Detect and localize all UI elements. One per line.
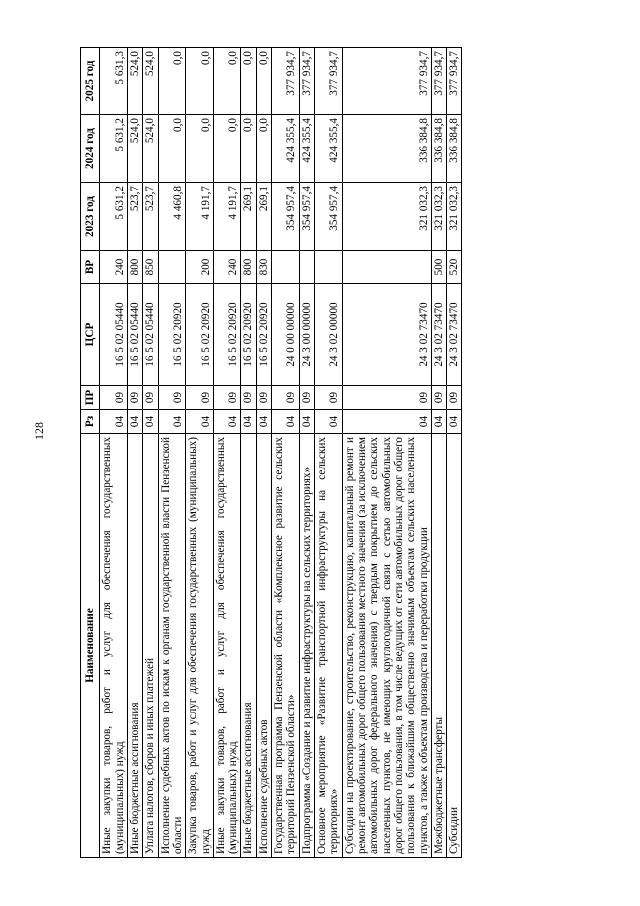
cell-y2025: 377 934,7 bbox=[272, 48, 300, 115]
table-row bbox=[256, 48, 271, 858]
cell-y2024: 524,0 bbox=[127, 115, 142, 183]
cell-rz: 04 bbox=[256, 410, 271, 434]
cell-vr: 830 bbox=[256, 251, 271, 284]
table-row bbox=[315, 48, 343, 858]
header-2023: 2023 год bbox=[81, 183, 100, 251]
cell-y2025: 377 934,7 bbox=[342, 48, 431, 115]
table-row bbox=[447, 48, 462, 858]
cell-pr: 09 bbox=[342, 386, 431, 410]
cell-vr: 200 bbox=[186, 251, 214, 284]
cell-pr: 09 bbox=[256, 386, 271, 410]
cell-y2023: 5 631,2 bbox=[100, 183, 128, 251]
cell-vr bbox=[299, 251, 314, 284]
cell-y2024: 0,0 bbox=[158, 115, 186, 183]
cell-y2025: 0,0 bbox=[158, 48, 186, 115]
cell-vr: 240 bbox=[213, 251, 241, 284]
cell-name: Закупка товаров, работ и услуг для обеспечения государственных (муниципальных) нужд bbox=[186, 434, 214, 858]
cell-rz: 04 bbox=[158, 410, 186, 434]
cell-pr: 09 bbox=[213, 386, 241, 410]
table-row bbox=[186, 48, 214, 858]
table-row bbox=[127, 48, 142, 858]
cell-name: Иные закупки товаров, работ и услуг для обеспечения государственных (муниципальных) нужд bbox=[100, 434, 128, 858]
cell-y2025: 0,0 bbox=[256, 48, 271, 115]
cell-csr: 24 3 00 00000 bbox=[299, 284, 314, 386]
cell-y2025: 0,0 bbox=[186, 48, 214, 115]
cell-y2023: 354 957,4 bbox=[272, 183, 300, 251]
cell-y2025: 0,0 bbox=[213, 48, 241, 115]
header-rz: Рз bbox=[81, 410, 100, 434]
cell-y2023: 321 032,3 bbox=[431, 183, 446, 251]
cell-y2024: 336 384,8 bbox=[447, 115, 462, 183]
header-pr: ПР bbox=[81, 386, 100, 410]
cell-vr: 850 bbox=[143, 251, 158, 284]
cell-vr bbox=[342, 251, 431, 284]
cell-vr: 800 bbox=[241, 251, 256, 284]
cell-csr: 24 3 02 73470 bbox=[431, 284, 446, 386]
cell-y2025: 377 934,7 bbox=[299, 48, 314, 115]
table-row bbox=[342, 48, 431, 858]
cell-vr: 500 bbox=[431, 251, 446, 284]
table-row bbox=[100, 48, 128, 858]
cell-y2025: 377 934,7 bbox=[315, 48, 343, 115]
cell-name: Исполнение судебных актов по искам к органам государственной власти Пензенской области bbox=[158, 434, 186, 858]
cell-csr: 16 5 02 20920 bbox=[186, 284, 214, 386]
cell-y2023: 269,1 bbox=[241, 183, 256, 251]
cell-csr: 16 5 02 05440 bbox=[143, 284, 158, 386]
cell-csr: 24 3 02 73470 bbox=[342, 284, 431, 386]
cell-csr: 16 5 02 20920 bbox=[213, 284, 241, 386]
cell-csr: 24 3 02 73470 bbox=[447, 284, 462, 386]
cell-pr: 09 bbox=[299, 386, 314, 410]
table-row bbox=[431, 48, 446, 858]
header-vr: ВР bbox=[81, 251, 100, 284]
header-2024: 2024 год bbox=[81, 115, 100, 183]
cell-pr: 09 bbox=[100, 386, 128, 410]
cell-name: Иные бюджетные ассигнования bbox=[241, 434, 256, 858]
cell-y2025: 524,0 bbox=[127, 48, 142, 115]
cell-pr: 09 bbox=[143, 386, 158, 410]
cell-y2024: 336 384,8 bbox=[431, 115, 446, 183]
rotated-table-container bbox=[80, 48, 510, 858]
cell-y2024: 0,0 bbox=[241, 115, 256, 183]
cell-rz: 04 bbox=[143, 410, 158, 434]
cell-vr bbox=[315, 251, 343, 284]
cell-y2023: 523,7 bbox=[143, 183, 158, 251]
cell-rz: 04 bbox=[100, 410, 128, 434]
cell-name: Межбюджетные трансферты bbox=[431, 434, 446, 858]
cell-csr: 16 5 02 20920 bbox=[256, 284, 271, 386]
header-csr: ЦСР bbox=[81, 284, 100, 386]
cell-y2025: 377 934,7 bbox=[447, 48, 462, 115]
cell-y2023: 523,7 bbox=[127, 183, 142, 251]
cell-y2025: 5 631,3 bbox=[100, 48, 128, 115]
cell-rz: 04 bbox=[272, 410, 300, 434]
header-name: Наименование bbox=[81, 434, 100, 858]
cell-y2023: 321 032,3 bbox=[342, 183, 431, 251]
cell-name: Государственная программа Пензенской области «Комплексное развитие сельских территорий Пензенской области» bbox=[272, 434, 300, 858]
cell-y2024: 424 355,4 bbox=[272, 115, 300, 183]
cell-csr: 24 3 02 00000 bbox=[315, 284, 343, 386]
cell-name: Подпрограмма «Создание и развитие инфраструктуры на сельских территориях» bbox=[299, 434, 314, 858]
cell-rz: 04 bbox=[342, 410, 431, 434]
cell-csr: 24 0 00 00000 bbox=[272, 284, 300, 386]
cell-name: Уплата налогов, сборов и иных платежей bbox=[143, 434, 158, 858]
cell-y2024: 5 631,2 bbox=[100, 115, 128, 183]
table-row bbox=[299, 48, 314, 858]
cell-rz: 04 bbox=[213, 410, 241, 434]
cell-y2025: 524,0 bbox=[143, 48, 158, 115]
cell-csr: 16 5 02 20920 bbox=[158, 284, 186, 386]
cell-rz: 04 bbox=[241, 410, 256, 434]
table-row bbox=[143, 48, 158, 858]
cell-name: Иные закупки товаров, работ и услуг для обеспечения государственных (муниципальных) нужд bbox=[213, 434, 241, 858]
cell-pr: 09 bbox=[431, 386, 446, 410]
cell-y2023: 4 191,7 bbox=[213, 183, 241, 251]
budget-table bbox=[80, 47, 462, 858]
cell-pr: 09 bbox=[447, 386, 462, 410]
cell-name: Субсидии на проектирование, строительство, реконструкцию, капитальный ремонт и ремонт автомобильных дорог общего пользования местного значения (за исключением автомобильных дорог федерального значения) с твердым покрытием до сельских населенных пунктов, не имеющих круглогодичной связи с сетью автомобильных дорог общего пользования, в том числе ведущих от сети автомобильных дорог общего пользования к ближайшим общественно значимым объектам сельских населенных пунктов, а также к объектам производства и переработки продукции bbox=[342, 434, 431, 858]
cell-y2024: 0,0 bbox=[256, 115, 271, 183]
table-row bbox=[213, 48, 241, 858]
cell-y2023: 354 957,4 bbox=[315, 183, 343, 251]
cell-rz: 04 bbox=[299, 410, 314, 434]
cell-pr: 09 bbox=[241, 386, 256, 410]
cell-y2023: 354 957,4 bbox=[299, 183, 314, 251]
page-number: 128 bbox=[32, 422, 46, 440]
cell-name: Исполнение судебных актов bbox=[256, 434, 271, 858]
cell-y2023: 321 032,3 bbox=[447, 183, 462, 251]
cell-name: Иные бюджетные ассигнования bbox=[127, 434, 142, 858]
cell-rz: 04 bbox=[315, 410, 343, 434]
cell-y2025: 0,0 bbox=[241, 48, 256, 115]
cell-rz: 04 bbox=[127, 410, 142, 434]
cell-y2024: 0,0 bbox=[213, 115, 241, 183]
cell-y2024: 424 355,4 bbox=[315, 115, 343, 183]
cell-vr: 240 bbox=[100, 251, 128, 284]
cell-name: Субсидии bbox=[447, 434, 462, 858]
cell-y2023: 4 460,8 bbox=[158, 183, 186, 251]
cell-pr: 09 bbox=[127, 386, 142, 410]
cell-y2023: 269,1 bbox=[256, 183, 271, 251]
table-row bbox=[272, 48, 300, 858]
cell-y2024: 336 384,8 bbox=[342, 115, 431, 183]
table-header-row bbox=[81, 48, 100, 858]
cell-rz: 04 bbox=[431, 410, 446, 434]
cell-vr bbox=[158, 251, 186, 284]
cell-csr: 16 5 02 20920 bbox=[241, 284, 256, 386]
cell-y2023: 4 191,7 bbox=[186, 183, 214, 251]
cell-pr: 09 bbox=[272, 386, 300, 410]
cell-y2024: 424 355,4 bbox=[299, 115, 314, 183]
cell-pr: 09 bbox=[158, 386, 186, 410]
cell-pr: 09 bbox=[186, 386, 214, 410]
cell-name: Основное мероприятие «Развитие транспортной инфраструктуры на сельских территориях» bbox=[315, 434, 343, 858]
cell-y2024: 0,0 bbox=[186, 115, 214, 183]
cell-vr: 520 bbox=[447, 251, 462, 284]
table-row bbox=[158, 48, 186, 858]
cell-vr: 800 bbox=[127, 251, 142, 284]
cell-rz: 04 bbox=[447, 410, 462, 434]
cell-pr: 09 bbox=[315, 386, 343, 410]
table-body bbox=[100, 48, 462, 858]
cell-y2024: 524,0 bbox=[143, 115, 158, 183]
cell-rz: 04 bbox=[186, 410, 214, 434]
cell-vr bbox=[272, 251, 300, 284]
cell-csr: 16 5 02 05440 bbox=[127, 284, 142, 386]
cell-y2025: 377 934,7 bbox=[431, 48, 446, 115]
cell-csr: 16 5 02 05440 bbox=[100, 284, 128, 386]
header-2025: 2025 год bbox=[81, 48, 100, 115]
table-row bbox=[241, 48, 256, 858]
